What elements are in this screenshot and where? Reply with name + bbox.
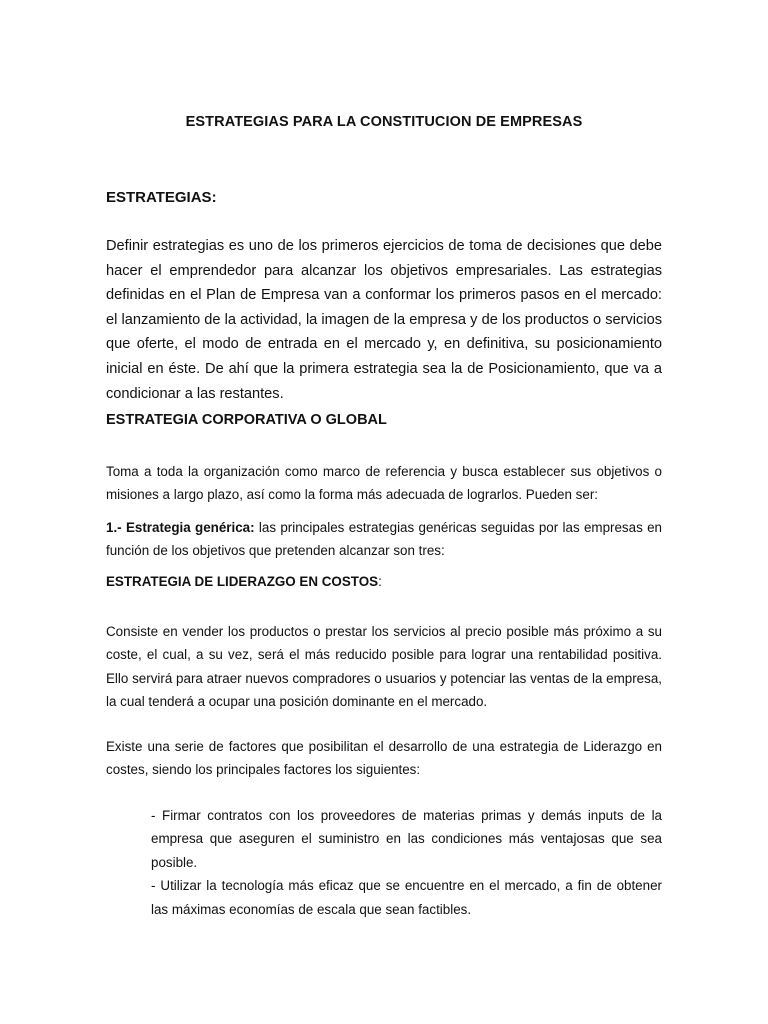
generic-strategy-paragraph	[106, 516, 662, 563]
heading-cost-leadership-colon: :	[378, 574, 382, 589]
document-title: ESTRATEGIAS PARA LA CONSTITUCION DE EMPRESAS	[185, 114, 583, 130]
intro-paragraph: Definir estrategias es uno de los primeros ejercicios de toma de decisiones que debe hacer el emprendedor para alcanzar los objetivos empresariales. Las estrategias definidas en el Plan de Empresa van a conformar los primeros pasos en el mercado: el lanzamiento de la actividad, la imagen de la empresa y de los productos o servicios que oferte, el modo de entrada en el mercado y, en definitiva, su posicionamiento inicial en éste. De ahí que la primera estrategia sea la de Posicionamiento, que va a condicionar a las restantes.	[106, 238, 662, 402]
heading-cost-leadership	[106, 574, 382, 589]
list-item: - Firmar contratos con los proveedores de materias primas y demás inputs de la empresa que aseguren el suministro en las condiciones más ventajosas que sea posible.	[151, 808, 662, 870]
cost-leadership-paragraph: Consiste en vender los productos o prestar los servicios al precio posible más próximo a su coste, el cual, a su vez, será el más reducido posible para lograr una rentabilidad positiva. Ello servirá para atraer nuevos compradores o usuarios y potenciar las ventas de la empresa, la cual tenderá a ocupar una posición dominante en el mercado.	[106, 624, 662, 710]
heading-cost-leadership-text: ESTRATEGIA DE LIDERAZGO EN COSTOS	[106, 574, 379, 589]
factors-list	[151, 804, 662, 921]
heading-corporate-strategy: ESTRATEGIA CORPORATIVA O GLOBAL	[106, 412, 387, 428]
generic-strategy-label: 1.- Estrategia genérica:	[106, 520, 255, 535]
generic-strategy-text: las principales estrategias genéricas seguidas por las empresas en función de los objetivos que pretenden alcanzar son tres:	[106, 520, 662, 559]
factors-paragraph: Existe una serie de factores que posibilitan el desarrollo de una estrategia de Liderazgo en costes, siendo los principales factores los siguientes:	[106, 739, 662, 778]
heading-estrategias: ESTRATEGIAS:	[106, 189, 217, 206]
list-item: - Utilizar la tecnología más eficaz que se encuentre en el mercado, a fin de obtener las máximas economías de escala que sean factibles.	[151, 878, 662, 917]
corporate-paragraph: Toma a toda la organización como marco de referencia y busca establecer sus objetivos o misiones a largo plazo, así como la forma más adecuada de lograrlos. Pueden ser:	[106, 464, 662, 503]
